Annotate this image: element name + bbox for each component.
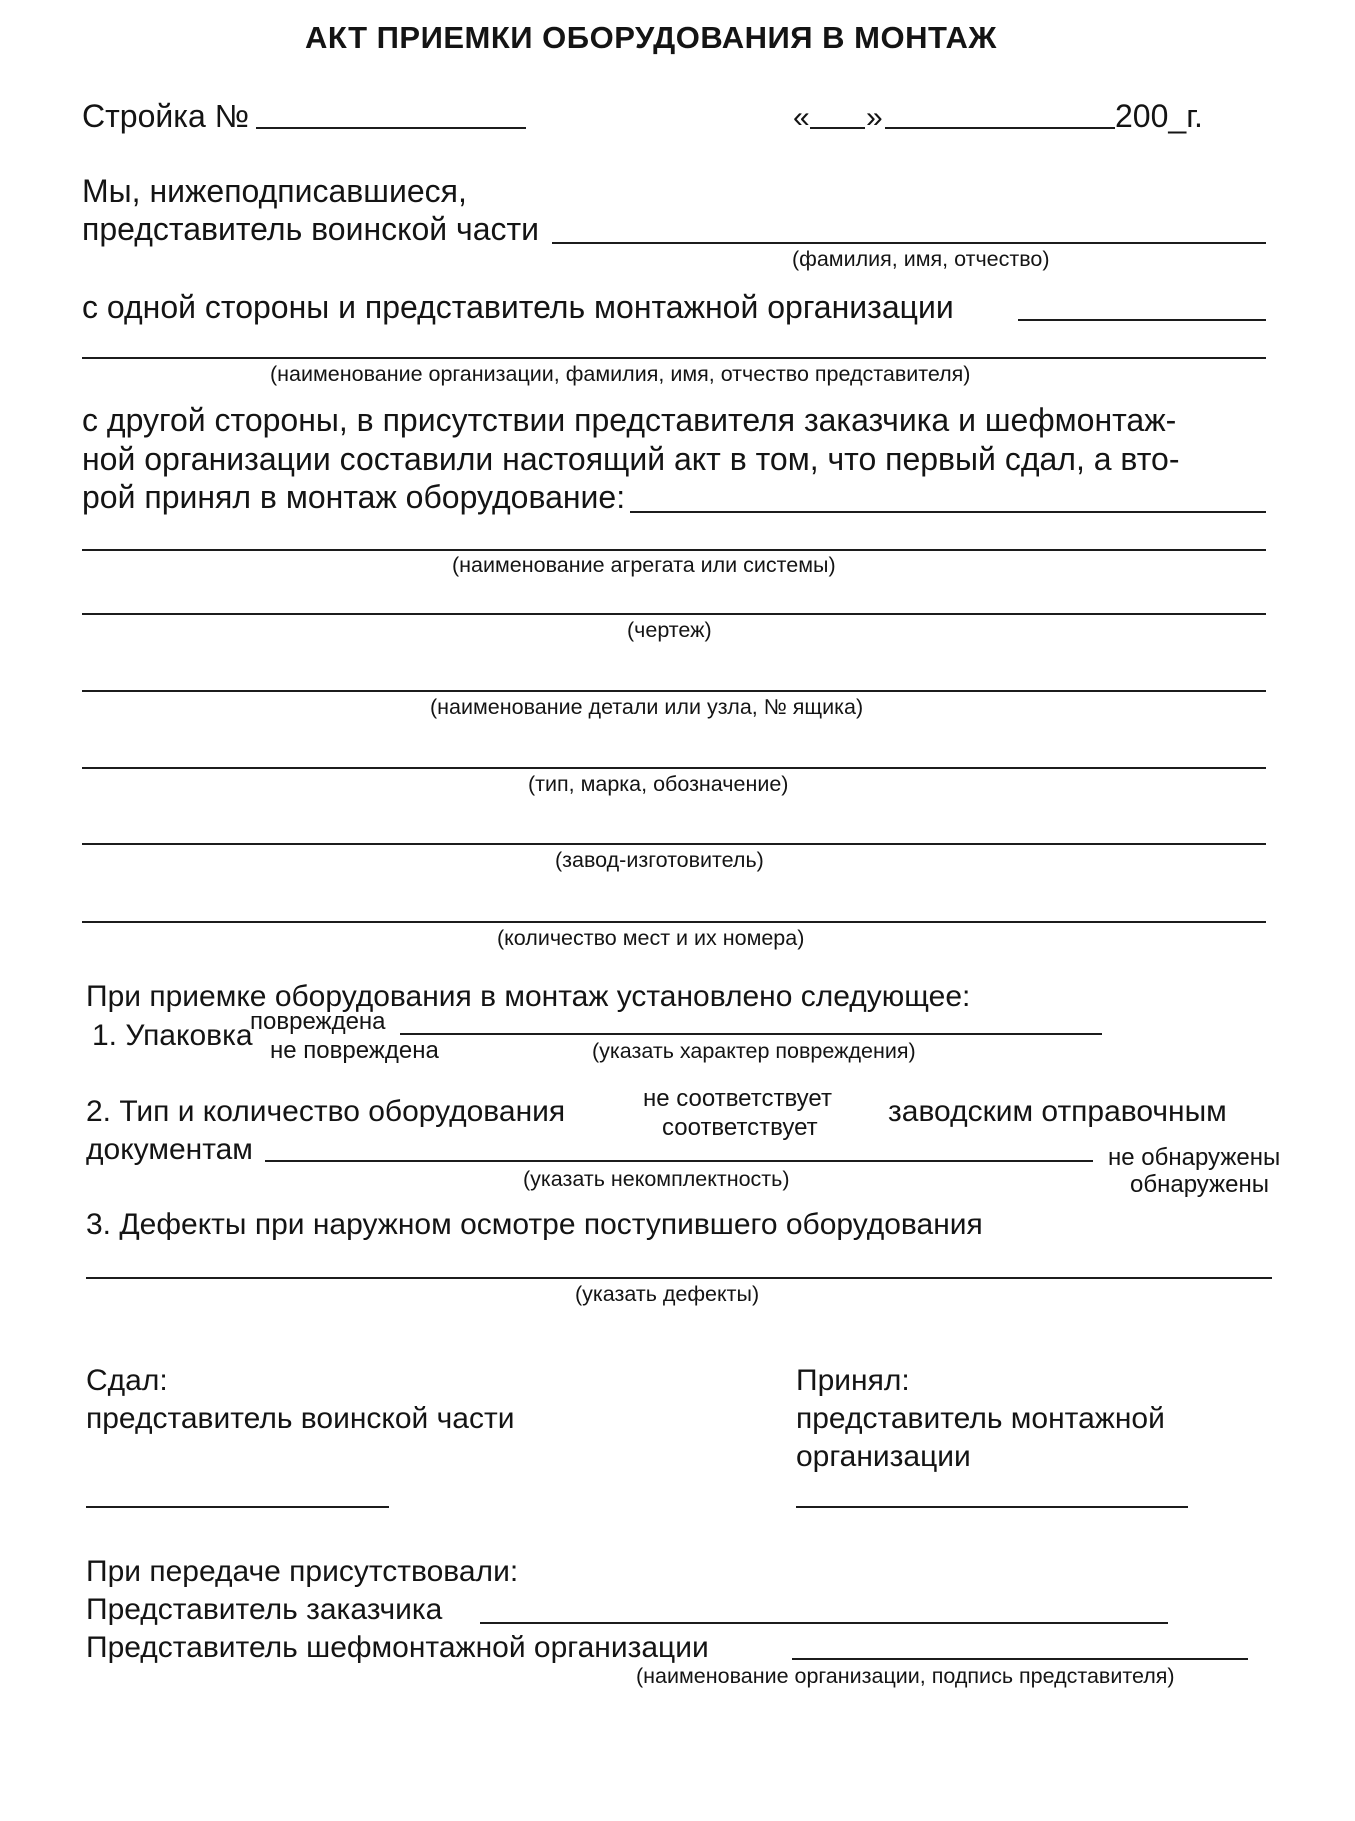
- type-caption: (тип, марка, обозначение): [528, 772, 789, 796]
- customer-rep-label: Представитель заказчика: [86, 1593, 443, 1626]
- org-caption: (наименование организации, фамилия, имя, отчество представителя): [270, 362, 971, 386]
- item2-option-not-found: не обнаружены: [1108, 1144, 1281, 1171]
- places-caption: (количество мест и их номера): [497, 926, 805, 950]
- manufacturer-field[interactable]: [82, 843, 1266, 845]
- item1-option-not-damaged: не повреждена: [270, 1037, 439, 1064]
- para-line-3: рой принял в монтаж оборудование:: [82, 479, 626, 515]
- accepted-role-line-1: представитель монтажной: [796, 1402, 1165, 1435]
- item2-option-match: соответствует: [662, 1114, 818, 1141]
- item1-option-damaged: повреждена: [250, 1008, 386, 1035]
- date-quote-open: «: [793, 101, 810, 134]
- witnesses-heading: При передаче присутствовали:: [86, 1555, 519, 1588]
- drawing-field[interactable]: [82, 613, 1266, 615]
- page-title: АКТ ПРИЕМКИ ОБОРУДОВАНИЯ В МОНТАЖ: [305, 20, 997, 55]
- intro-line-2: представитель воинской части: [82, 211, 540, 247]
- mount-org-field-2[interactable]: [82, 357, 1266, 359]
- date-quote-close: »: [866, 101, 883, 134]
- stroika-number-field[interactable]: [256, 127, 526, 129]
- type-field[interactable]: [82, 767, 1266, 769]
- item1-label: 1. Упаковка: [92, 1019, 253, 1052]
- defects-field[interactable]: [86, 1277, 1272, 1279]
- part-caption: (наименование детали или узла, № ящика): [430, 695, 864, 719]
- equipment-field-0[interactable]: [630, 511, 1266, 513]
- unit-caption: (наименование агрегата или системы): [452, 553, 836, 577]
- findings-heading: При приемке оборудования в монтаж установлено следующее:: [86, 980, 971, 1013]
- item2-tail: заводским отправочным: [888, 1095, 1227, 1128]
- customer-rep-field[interactable]: [480, 1622, 1168, 1624]
- item2-option-found: обнаружены: [1130, 1171, 1269, 1198]
- incompleteness-field[interactable]: [265, 1160, 1093, 1162]
- incompleteness-caption: (указать некомплектность): [523, 1167, 790, 1191]
- part-field[interactable]: [82, 690, 1266, 692]
- equipment-unit-field[interactable]: [82, 549, 1266, 551]
- defects-caption: (указать дефекты): [575, 1282, 760, 1306]
- accepted-signature-field[interactable]: [796, 1506, 1188, 1508]
- manufacturer-caption: (завод-изготовитель): [555, 848, 764, 872]
- fio-caption: (фамилия, имя, отчество): [792, 247, 1050, 271]
- military-rep-field[interactable]: [552, 242, 1266, 244]
- stroika-label: Стройка №: [82, 98, 249, 134]
- accepted-role-line-2: организации: [796, 1440, 971, 1473]
- date-year-label: 200_г.: [1115, 98, 1203, 134]
- para-line-1: с другой стороны, в присутствии представителя заказчика и шефмонтаж-: [82, 402, 1177, 438]
- date-month-field[interactable]: [885, 127, 1115, 129]
- handed-over-title: Сдал:: [86, 1364, 168, 1397]
- accepted-title: Принял:: [796, 1364, 910, 1397]
- item2-option-not-match: не соответствует: [643, 1085, 832, 1112]
- damage-field[interactable]: [400, 1033, 1102, 1035]
- date-day-field[interactable]: [810, 127, 865, 129]
- chef-rep-field[interactable]: [792, 1658, 1248, 1660]
- item2-label: 2. Тип и количество оборудования: [86, 1095, 566, 1128]
- mount-org-field-1[interactable]: [1018, 319, 1266, 321]
- para-line-2: ной организации составили настоящий акт в том, что первый сдал, а вто-: [82, 441, 1180, 477]
- drawing-caption: (чертеж): [627, 618, 712, 642]
- item2-line-2: документам: [86, 1133, 253, 1166]
- damage-caption: (указать характер повреждения): [592, 1039, 916, 1063]
- chef-rep-label: Представитель шефмонтажной организации: [86, 1631, 709, 1664]
- handed-over-signature-field[interactable]: [86, 1506, 389, 1508]
- chef-rep-caption: (наименование организации, подпись представителя): [636, 1664, 1175, 1688]
- handed-over-role: представитель воинской части: [86, 1402, 515, 1435]
- intro-line-3: с одной стороны и представитель монтажной организации: [82, 289, 954, 325]
- intro-line-1: Мы, нижеподписавшиеся,: [82, 173, 467, 209]
- item3-label: 3. Дефекты при наружном осмотре поступившего оборудования: [86, 1208, 983, 1241]
- places-field[interactable]: [82, 921, 1266, 923]
